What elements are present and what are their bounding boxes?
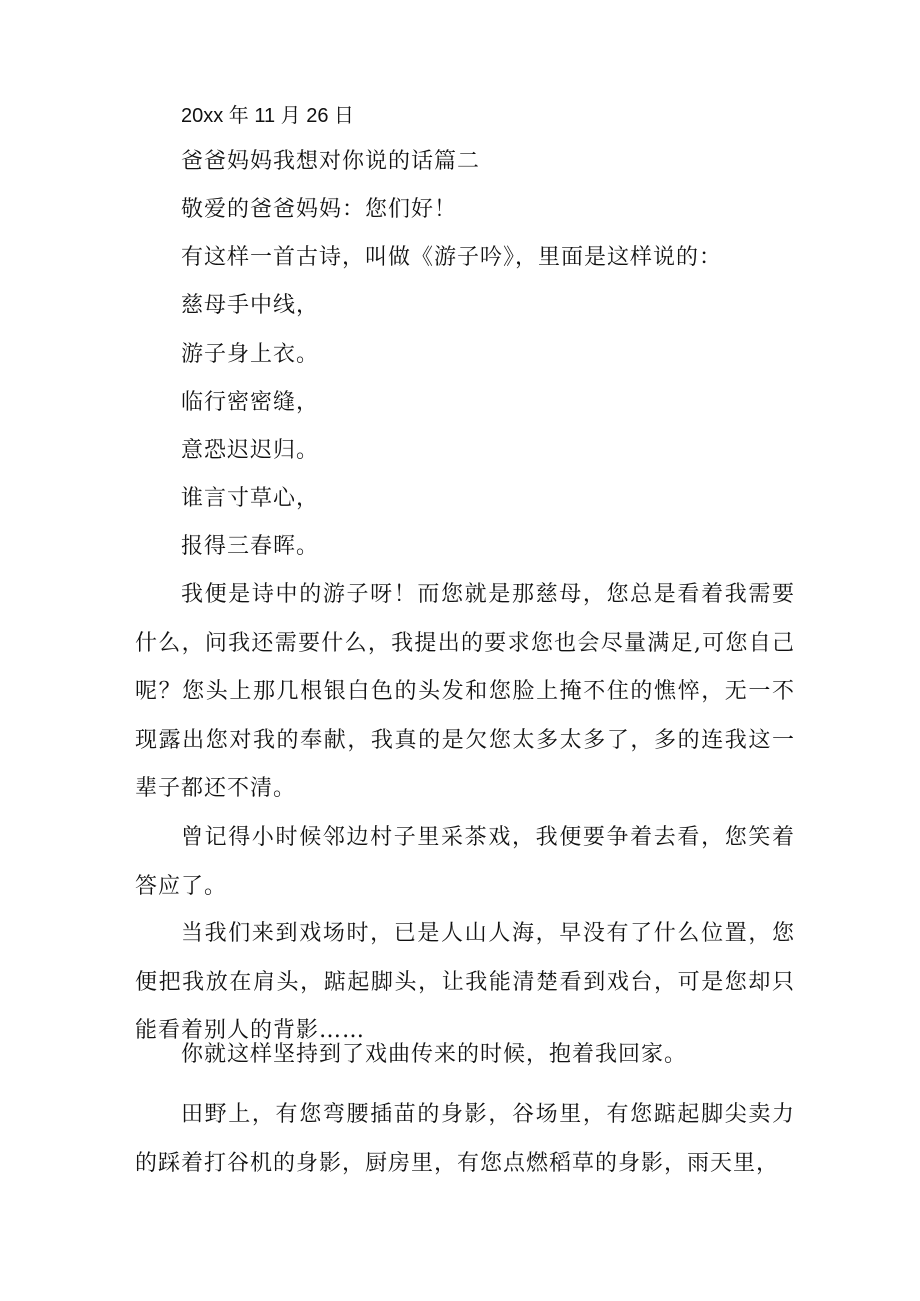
poem-line: 意恐迟迟归。 <box>181 438 320 463</box>
poem-line: 临行密密缝， <box>181 390 320 415</box>
body-paragraph: 曾记得小时候邻边村子里采茶戏，我便要争着去看，您笑着答应了。 <box>135 825 795 899</box>
body-paragraph: 你就这样坚持到了戏曲传来的时候，抱着我回家。 <box>181 1042 688 1067</box>
poem-line: 游子身上衣。 <box>181 342 320 367</box>
document-date: 20xx 年 11 月 26 日 <box>181 105 355 127</box>
body-paragraph: 当我们来到戏场时，已是人山人海，早没有了什么位置，您便把我放在肩头，踮起脚头，让我能清楚看到戏台，可是您却只能看着别人的背影…… <box>135 921 795 1043</box>
poem-line: 慈母手中线， <box>181 293 320 318</box>
poem-line: 报得三春晖。 <box>181 534 320 559</box>
body-paragraph: 我便是诗中的游子呀！而您就是那慈母，您总是看着我需要什么，问我还需要什么，我提出的要求您也会尽量满足,可您自己呢？您头上那几根银白色的头发和您脸上掩不住的憔悴，无一不现露出您对我的奉献，我真的是欠您太多太多了，多的连我这一辈子都还不清。 <box>135 582 795 801</box>
document-heading: 爸爸妈妈我想对你说的话篇二 <box>181 149 481 174</box>
intro-line: 有这样一首古诗，叫做《游子吟》，里面是这样说的： <box>181 245 723 270</box>
poem-line: 谁言寸草心， <box>181 486 320 511</box>
body-paragraph: 田野上，有您弯腰插苗的身影，谷场里，有您踮起脚尖卖力的踩着打谷机的身影，厨房里，有您点燃稻草的身影，雨天里， <box>135 1102 795 1176</box>
letter-greeting: 敬爱的爸爸妈妈：您们好！ <box>181 197 458 222</box>
